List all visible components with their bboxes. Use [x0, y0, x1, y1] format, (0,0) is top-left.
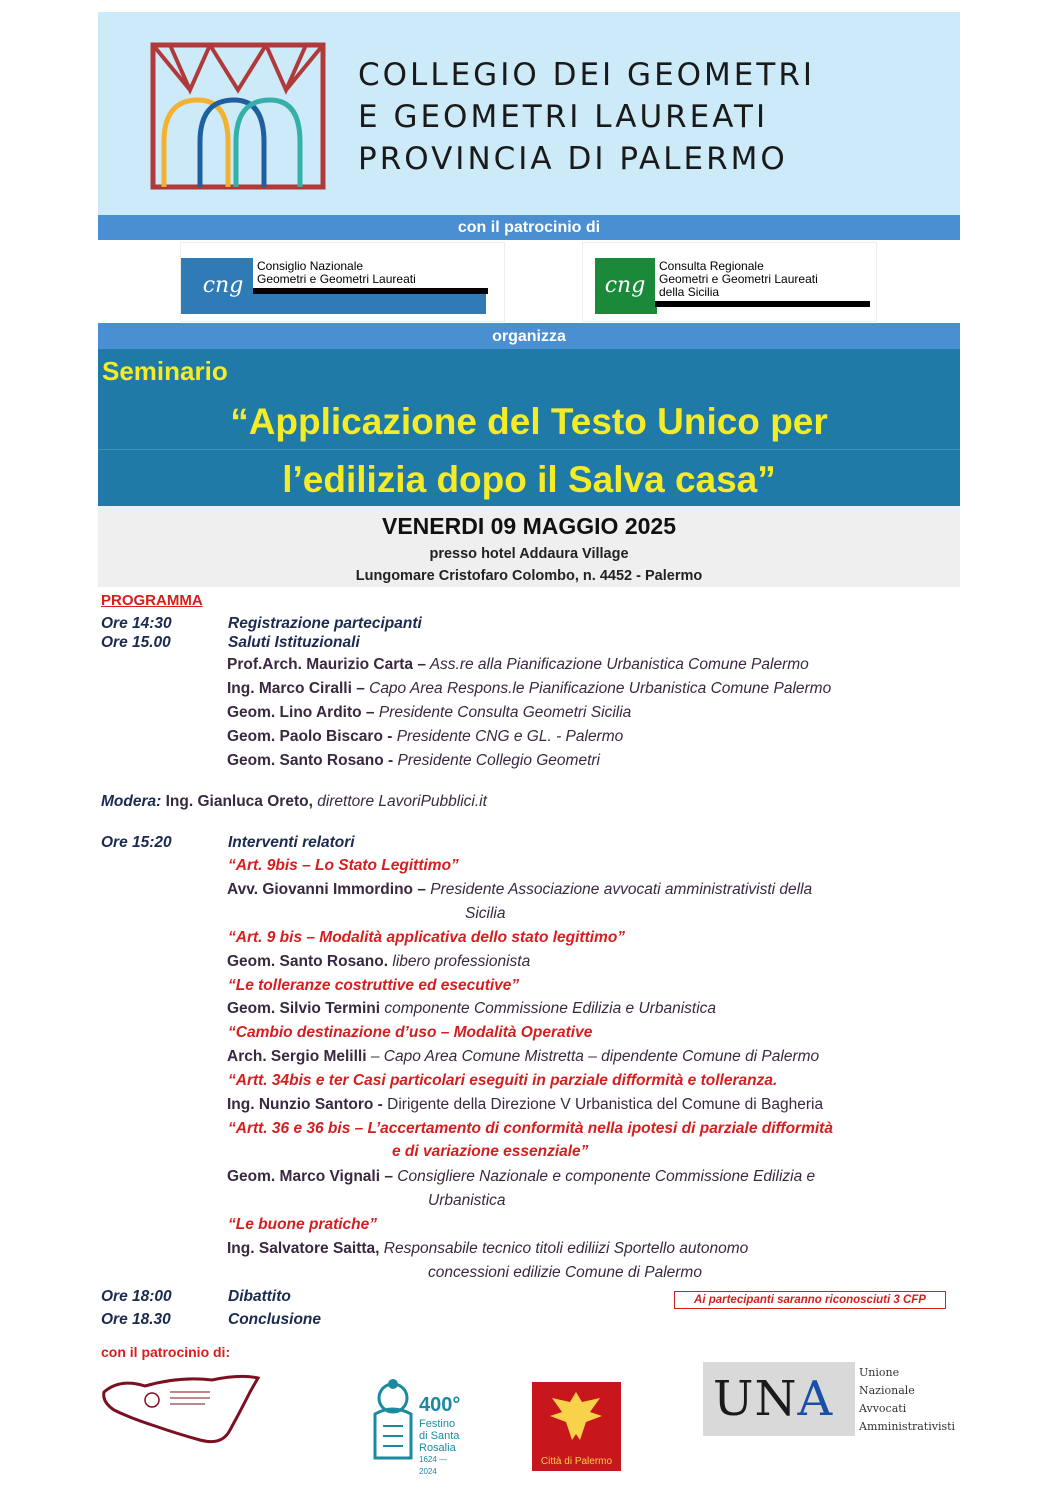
- venue-line: presso hotel Addaura Village: [429, 546, 629, 562]
- talk-title-text: “Artt. 36 e 36 bis – L’accertamento di conformità nella ipotesi di parziale difformità: [228, 1120, 833, 1137]
- footer-patrocinio-label: con il patrocinio di:: [101, 1344, 231, 1360]
- moderator-name: Ing. Gianluca Oreto,: [161, 793, 313, 810]
- program-row: [101, 834, 172, 852]
- talk-title: [228, 929, 625, 947]
- slot-label: Registrazione partecipanti: [228, 615, 422, 632]
- una-logo: [703, 1362, 956, 1436]
- speaker-row: [227, 1048, 819, 1066]
- program-heading: PROGRAMMA: [101, 592, 203, 609]
- event-title-line: “Applicazione del Testo Unico per: [230, 401, 828, 442]
- festino-number: 400°: [419, 1394, 461, 1416]
- speaker-row: [227, 1240, 748, 1258]
- speaker-row: [227, 1000, 716, 1018]
- slot-label: Interventi relatori: [228, 834, 355, 851]
- talk-title: [228, 1120, 833, 1138]
- speaker-role: Consigliere Nazionale e componente Commissione Edilizia e: [392, 1168, 816, 1185]
- sponsor-name-line: della Sicilia: [659, 285, 720, 299]
- time-slot: Ore 14:30: [101, 615, 172, 632]
- venue-address: Lungomare Cristofaro Colombo, n. 4452 - Palermo: [355, 568, 703, 584]
- talk-title: [228, 857, 459, 875]
- sponsor-name-line: Geometri e Geometri Laureati: [659, 272, 818, 286]
- talk-title: [392, 1143, 588, 1161]
- program-row: [101, 634, 171, 652]
- program-row: [228, 1288, 291, 1306]
- date-venue-block: [98, 506, 960, 587]
- moderator-row: [101, 793, 487, 811]
- speaker-role: Ass.re alla Pianificazione Urbanistica Comune Palermo: [425, 656, 809, 673]
- slot-label: Saluti Istituzionali: [228, 634, 360, 651]
- festino-line: di Santa: [419, 1430, 460, 1442]
- sponsor-name-line: Consulta Regionale: [659, 259, 764, 273]
- header: [98, 12, 960, 215]
- speaker-row: [227, 680, 831, 698]
- sicily-map-logo-icon: [100, 1370, 262, 1448]
- speaker-name: Ing. Salvatore Saitta,: [227, 1240, 380, 1257]
- time-slot: Ore 18.30: [101, 1311, 171, 1328]
- speaker-role: Urbanistica: [428, 1192, 506, 1209]
- speaker-name: Geom. Paolo Biscaro -: [227, 728, 393, 745]
- event-title-line: l’edilizia dopo il Salva casa”: [282, 459, 776, 500]
- speaker-row: [227, 953, 530, 971]
- time-slot: Ore 15.00: [101, 634, 171, 651]
- speaker-role: Presidente Collegio Geometri: [393, 752, 600, 769]
- speaker-row: [227, 881, 812, 899]
- speaker-name: Geom. Santo Rosano -: [227, 752, 394, 769]
- festino-text: [419, 1418, 467, 1478]
- talk-title-text: e di variazione essenziale”: [392, 1143, 589, 1160]
- speaker-row: [227, 1168, 815, 1186]
- speaker-role: componente Commissione Edilizia e Urbanistica: [380, 1000, 717, 1017]
- cng-mark-icon: cng: [604, 273, 646, 298]
- program-row: [228, 615, 422, 633]
- moderator-role: direttore LavoriPubblici.it: [312, 793, 487, 810]
- talk-title-text: “Le buone pratiche”: [228, 1216, 377, 1233]
- speaker-name: Ing. Marco Ciralli –: [227, 680, 365, 697]
- sponsor-row: [98, 240, 960, 323]
- speaker-row: [227, 656, 809, 674]
- college-title-line: E GEOMETRI LAUREATI: [358, 99, 769, 135]
- speaker-role: Presidente Associazione avvocati amministrativisti della: [425, 881, 813, 898]
- time-slot: Ore 18:00: [101, 1288, 172, 1305]
- speaker-name: Geom. Santo Rosano.: [227, 953, 389, 970]
- una-mark: [703, 1362, 855, 1436]
- program-row: [228, 834, 355, 852]
- sponsor-name: [253, 258, 488, 294]
- una-mark-un: UN: [713, 1371, 798, 1427]
- program-row: [101, 615, 172, 633]
- speaker-row: [227, 752, 600, 770]
- festino-line: Festino: [419, 1418, 456, 1430]
- speaker-role: libero professionista: [388, 953, 531, 970]
- speaker-name: Arch. Sergio Melilli: [227, 1048, 367, 1065]
- sponsor-name-line: Geometri e Geometri Laureati: [257, 272, 416, 286]
- festino-years: 1624 — 2024: [419, 1455, 448, 1476]
- speaker-role: Sicilia: [465, 905, 506, 922]
- citta-di-palermo-logo: [532, 1382, 621, 1471]
- event-date: VENERDI 09 MAGGIO 2025: [382, 513, 676, 539]
- speaker-role: Presidente CNG e GL. - Palermo: [392, 728, 624, 745]
- una-word: Nazionale: [859, 1384, 915, 1397]
- cng-mark-icon: cng: [202, 273, 244, 298]
- speaker-row: [227, 1096, 823, 1114]
- santa-rosalia-icon: [367, 1374, 419, 1462]
- organizza-band: organizza: [98, 323, 960, 349]
- speaker-name: Geom. Silvio Termini: [227, 1000, 381, 1017]
- talk-title: [228, 977, 519, 995]
- talk-title-text: “Le tolleranze costruttive ed esecutive”: [228, 977, 520, 994]
- una-word: Unione: [859, 1366, 900, 1379]
- gothic-arches-logo-icon: [150, 42, 326, 190]
- slot-label: Dibattito: [228, 1288, 291, 1305]
- slot-label: Conclusione: [228, 1311, 322, 1328]
- talk-title-text: “Art. 9bis – Lo Stato Legittimo”: [228, 857, 459, 874]
- sponsor-cng-logo: [180, 242, 505, 322]
- sponsor-name-line: Consiglio Nazionale: [257, 259, 364, 273]
- cfp-note: Ai partecipanti saranno riconosciuti 3 CFP: [674, 1291, 946, 1309]
- eagle-icon: [532, 1382, 621, 1452]
- talk-title-text: “Cambio destinazione d’uso – Modalità Operative: [228, 1024, 593, 1041]
- patrocinio-band: con il patrocinio di: [98, 215, 960, 240]
- speaker-role: Dirigente della Direzione V Urbanistica del Comune di Bagheria: [382, 1096, 824, 1113]
- speaker-role-cont: [428, 1192, 506, 1210]
- talk-title-text: “Art. 9 bis – Modalità applicativa dello stato legittimo”: [228, 929, 626, 946]
- speaker-role: – Capo Area Comune Mistretta – dipendente Comune di Palermo: [366, 1048, 820, 1065]
- palermo-label: Città di Palermo: [540, 1456, 613, 1467]
- talk-title: [228, 1216, 377, 1234]
- festino-logo: [367, 1374, 467, 1476]
- program-row: [101, 1288, 172, 1306]
- talk-title: [228, 1072, 777, 1090]
- speaker-role: concessioni edilizie Comune di Palermo: [428, 1264, 702, 1281]
- una-word: Avvocati: [859, 1402, 907, 1415]
- speaker-role-cont: [465, 905, 505, 923]
- talk-title: [228, 1024, 592, 1042]
- una-mark-a: A: [797, 1371, 834, 1427]
- event-kind: Seminario: [102, 356, 228, 386]
- speaker-name: Geom. Lino Ardito –: [227, 704, 375, 721]
- time-slot: Ore 15:20: [101, 834, 172, 851]
- speaker-row: [227, 704, 631, 722]
- speaker-name: Avv. Giovanni Immordino –: [227, 881, 426, 898]
- speaker-name: Ing. Nunzio Santoro -: [227, 1096, 383, 1113]
- sponsor-consulta-logo: [582, 242, 877, 322]
- speaker-role: Presidente Consulta Geometri Sicilia: [374, 704, 632, 721]
- speaker-name: Prof.Arch. Maurizio Carta –: [227, 656, 426, 673]
- divider: [98, 449, 960, 450]
- speaker-row: [227, 728, 623, 746]
- speaker-role: Responsabile tecnico titoli ediliizi Sportello autonomo: [379, 1240, 749, 1257]
- festino-line: Rosalia: [419, 1442, 456, 1454]
- sponsor-name: [655, 258, 870, 307]
- speaker-role: Capo Area Respons.le Pianificazione Urbanistica Comune Palermo: [364, 680, 832, 697]
- una-word: Amministrativisti: [859, 1420, 956, 1433]
- talk-title-text: “Artt. 34bis e ter Casi particolari eseguiti in parziale difformità e tolleranza.: [228, 1072, 778, 1089]
- speaker-role-cont: [428, 1264, 702, 1282]
- speaker-name: Geom. Marco Vignali –: [227, 1168, 393, 1185]
- una-words: [859, 1364, 955, 1436]
- college-title-line: COLLEGIO DEI GEOMETRI: [358, 57, 816, 93]
- moderator-label: Modera:: [101, 793, 162, 810]
- program-row: [228, 634, 360, 652]
- college-title-line: PROVINCIA DI PALERMO: [358, 141, 788, 177]
- program-row: [101, 1311, 171, 1329]
- seminar-title-block: [98, 349, 960, 506]
- program-row: [228, 1311, 321, 1329]
- college-title: [358, 54, 815, 180]
